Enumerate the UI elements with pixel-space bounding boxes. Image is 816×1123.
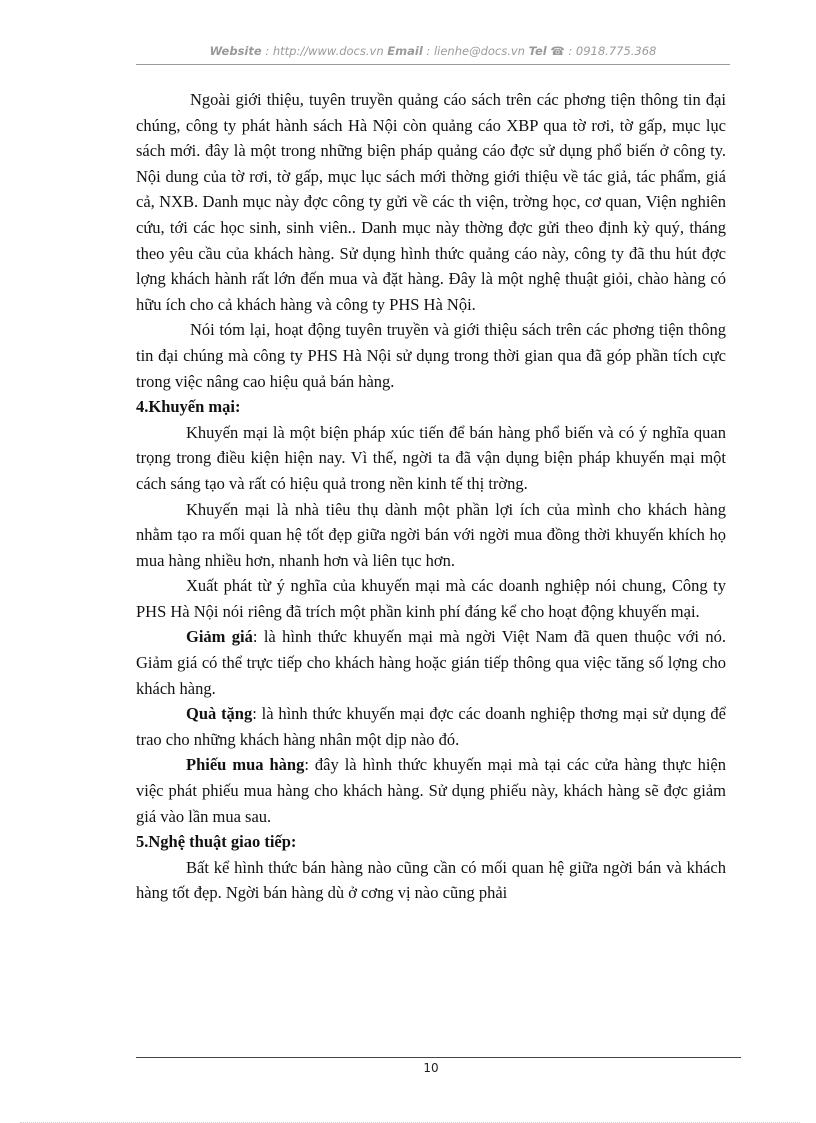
paragraph-giao-tiep-1: Bất kể hình thức bán hàng nào cũng cần có mối quan hệ giữa ngời bán và khách hàng tốt đẹp. Ngời bán hàng dù ở cơng vị nào cũng phải (136, 857, 726, 903)
paragraph-advertising-leaflets: Ngoài giới thiệu, tuyên truyền quảng cáo sách trên các phơng tiện thông tin đại chúng, công ty phát hành sách Hà Nội còn quảng cáo XBP qua tờ rơi, tờ gấp, mục lục sách mới. đây là một trong những biện pháp quảng cáo đợc sử dụng phổ biến ở công ty. Nội dung của tờ rơi, tờ gấp, mục lục sách mới thờng giới thiệu về tác giả, tác phẩm, giá cả, NXB. Danh mục này đợc công ty gửi về các th viện, trờng học, cơ quan, Viện nghiên cứu, tới các học sinh, sinh viên.. Danh mục này thờng đợc gửi theo định kỳ quý, tháng theo yêu cầu của khách hàng. Sử dụng hình thức quảng cáo này, công ty đã thu hút đợc lợng khách hành rất lớn đến mua và đặt hàng. Đây là một nghệ thuật giỏi, chào hàng có hữu ích cho cả khách hàng và công ty PHS Hà Nội. (136, 90, 726, 314)
section-heading-khuyen-mai: 4.Khuyến mại: (136, 397, 241, 417)
term-phieu-mua-hang: Phiếu mua hàng (186, 755, 305, 775)
page-header (136, 44, 730, 58)
paragraph-summary: Nói tóm lại, hoạt động tuyên truyền và giới thiệu sách trên các phơng tiện thông tin đại chúng mà công ty PHS Hà Nội sử dụng trong thời gian qua đã góp phần tích cực trong việc nâng cao hiệu quả bán hàng. (136, 320, 726, 391)
footer-divider (136, 1057, 741, 1058)
header-divider (136, 64, 730, 65)
paragraph-giam-gia (136, 624, 726, 701)
paragraph-phieu-mua-hang (136, 752, 726, 829)
document-body (136, 87, 726, 906)
website-label: Website (209, 44, 262, 58)
paragraph-khuyen-mai-1: Khuyến mại là một biện pháp xúc tiến để bán hàng phổ biến và có ý nghĩa quan trọng trong điều kiện hiện nay. Vì thế, ngời ta đã vận dụng biện pháp khuyến mại một cách sáng tạo và rất có hiệu quả trong nền kinh tế thị trờng. (136, 422, 726, 493)
tel-label: Tel (528, 44, 547, 58)
tel-value: ☎ : 0918.775.368 (546, 44, 657, 58)
email-value: : lienhe@docs.vn (422, 44, 529, 58)
paragraph-qua-tang (136, 701, 726, 752)
page-number: 10 (423, 1061, 439, 1075)
paragraph-khuyen-mai-3: Xuất phát từ ý nghĩa của khuyến mại mà các doanh nghiệp nói chung, Công ty PHS Hà Nội nói riêng đã trích một phần kinh phí đáng kể cho hoạt động khuyến mại. (136, 576, 726, 621)
paragraph-khuyen-mai-2: Khuyến mại là nhà tiêu thụ dành một phần lợi ích của mình cho khách hàng nhằm tạo ra mối quan hệ tốt đẹp giữa ngời bán với ngời mua đồng thời khuyến khích họ mua hàng nhiều hơn, nhanh hơn và liên tục hơn. (136, 499, 726, 570)
text-qua-tang: : là hình thức khuyến mại đợc các doanh nghiệp thơng mại sử dụng để trao cho những khách hàng nhân một dịp nào đó. (136, 704, 727, 749)
text-giam-gia: : là hình thức khuyến mại mà ngời Việt Nam đã quen thuộc với nó. Giảm giá có thể trực tiếp cho khách hàng hoặc gián tiếp thông qua việc tăng số lợng cho khách hàng. (136, 627, 726, 698)
email-label: Email (387, 44, 423, 58)
term-giam-gia: Giảm giá (186, 627, 253, 647)
text-phieu-mua-hang: : đây là hình thức khuyến mại mà tại các cửa hàng thực hiện việc phát phiếu mua hàng cho khách hàng. Sử dụng phiếu này, khách hàng sẽ đợc giảm giá vào lần mua sau. (136, 755, 726, 826)
section-heading-nghe-thuat-giao-tiep: 5.Nghệ thuật giao tiếp: (136, 832, 297, 852)
website-value: : http://www.docs.vn (261, 44, 388, 58)
term-qua-tang: Quà tặng (186, 704, 253, 724)
